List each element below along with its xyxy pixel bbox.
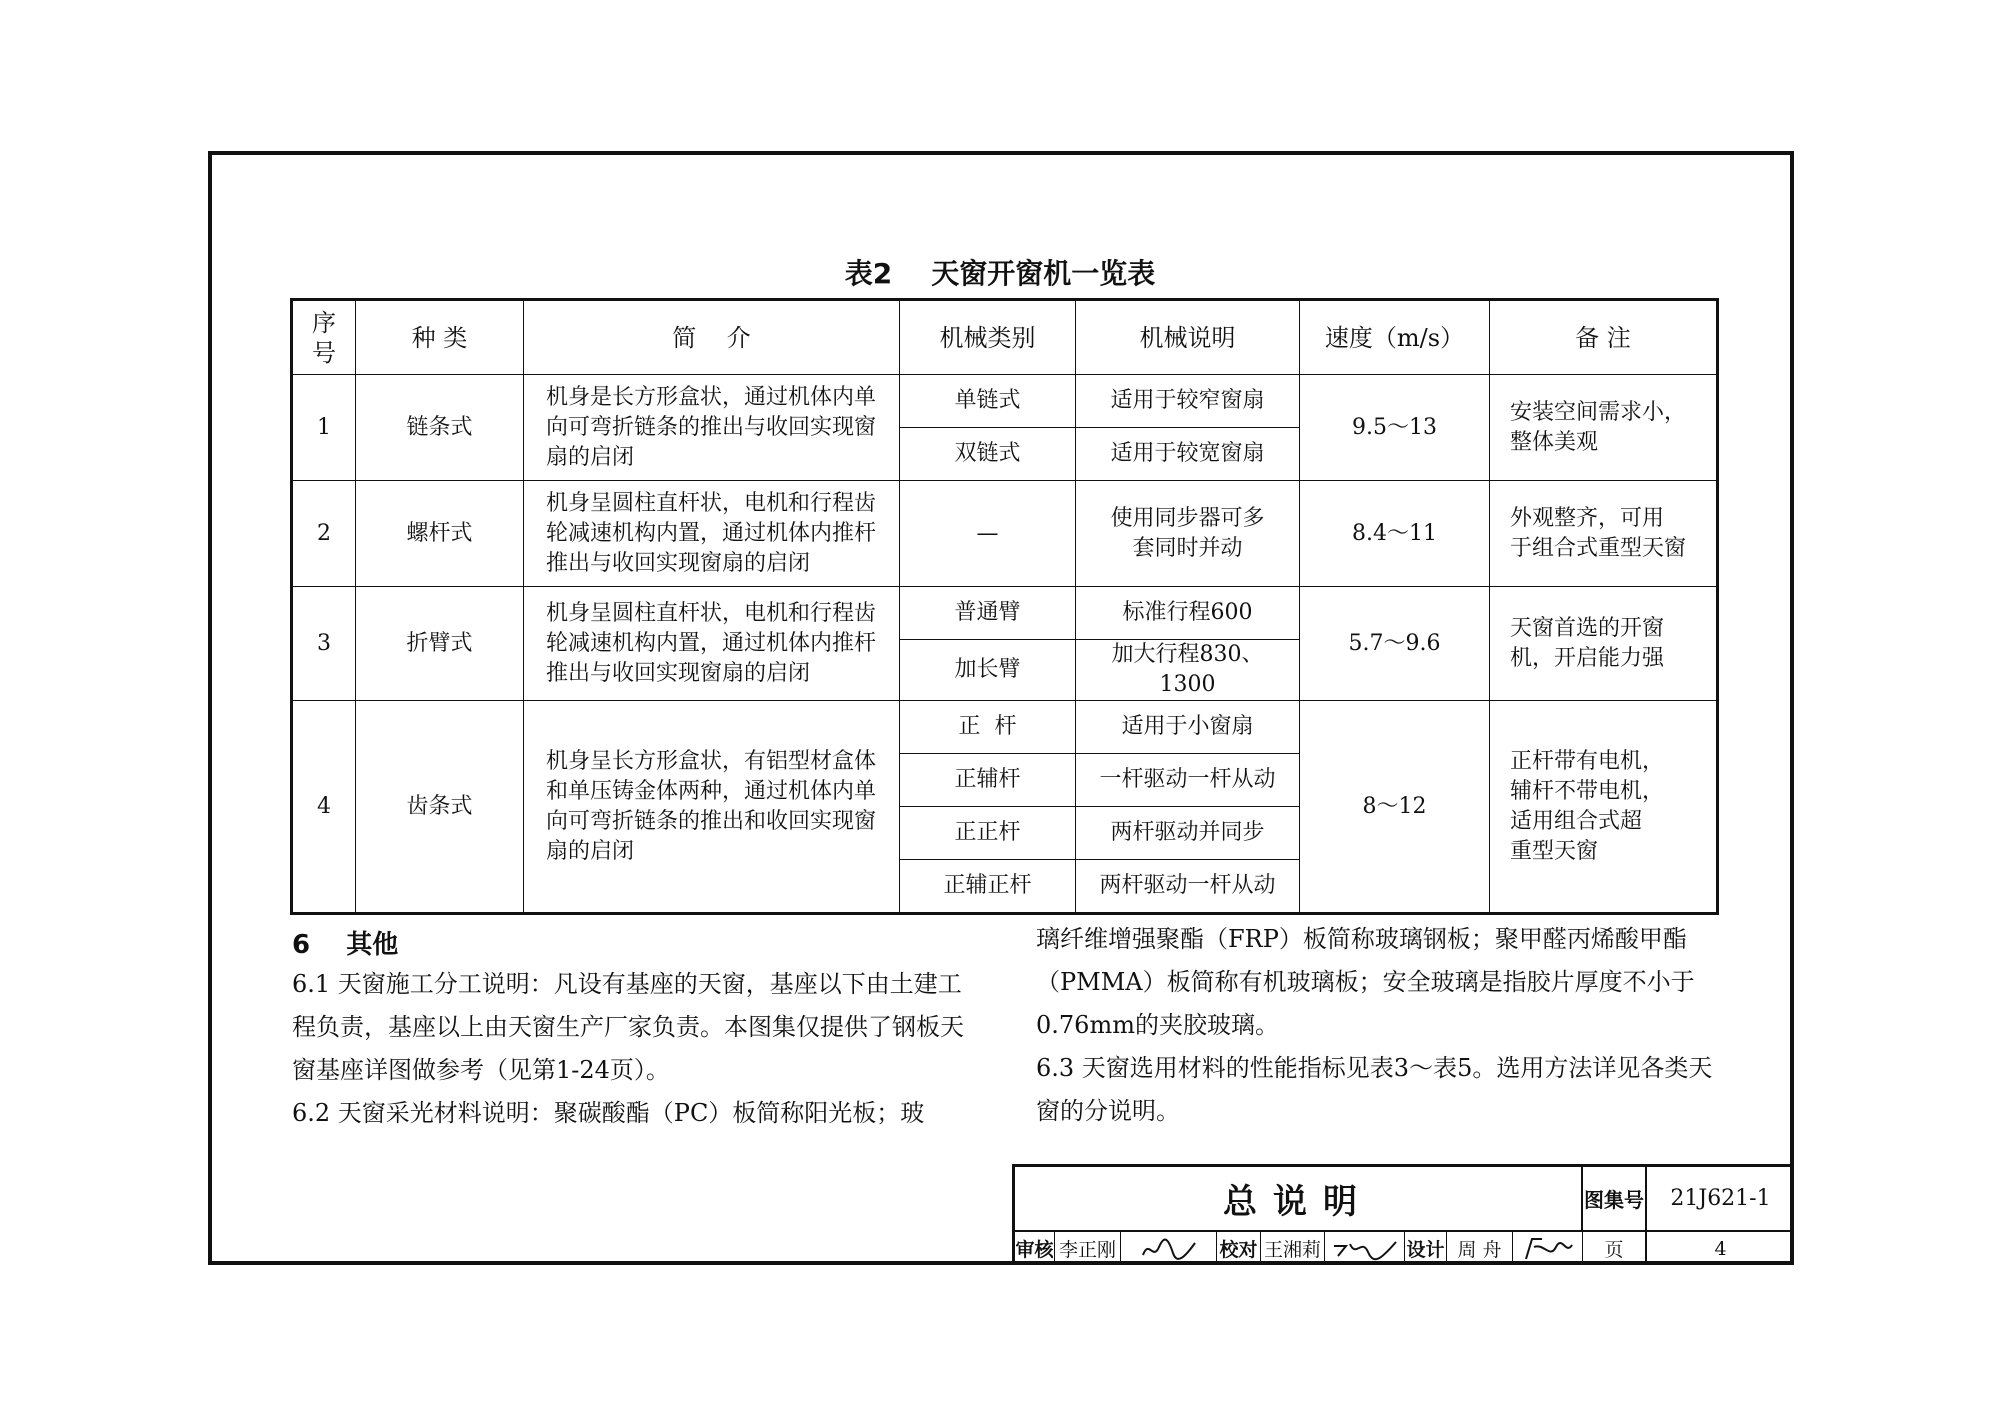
- row-type: 链条式: [356, 375, 524, 481]
- row-speed: 9.5～13: [1300, 375, 1490, 481]
- note-6-2-end: 璃纤维增强聚酯（FRP）板简称玻璃钢板；聚甲醛丙烯酸甲酯（PMMA）板简称有机玻璃板；安全玻璃是指胶片厚度不小于0.76mm的夹胶玻璃。: [1036, 925, 1695, 1039]
- table-row: [292, 701, 1718, 754]
- notes-right-column: [1036, 918, 1726, 1133]
- header-desc: 简 介: [524, 300, 900, 375]
- row-explain: 加大行程830、1300: [1076, 640, 1300, 701]
- title-block: [1012, 1164, 1794, 1265]
- header-type: 种 类: [356, 300, 524, 375]
- row-explain: 标准行程600: [1076, 587, 1300, 640]
- check-signature: [1325, 1232, 1405, 1265]
- row-explain: 两杆驱动一杆从动: [1076, 860, 1300, 914]
- row-speed: 8.4～11: [1300, 481, 1490, 587]
- table-header-row: [292, 300, 1718, 375]
- row-category: —: [900, 481, 1076, 587]
- table-row: [292, 481, 1718, 587]
- note-6-3: 6.3 天窗选用材料的性能指标见表3～表5。选用方法详见各类天窗的分说明。: [1036, 1054, 1713, 1125]
- header-no: 序号: [292, 300, 356, 375]
- row-category: 加长臂: [900, 640, 1076, 701]
- design-signature: [1513, 1232, 1583, 1265]
- check-name: 王湘莉: [1261, 1232, 1325, 1265]
- table-row: [292, 587, 1718, 640]
- header-speed: 速度（m/s）: [1300, 300, 1490, 375]
- review-signature: [1121, 1232, 1217, 1265]
- design-name: 周 舟: [1447, 1232, 1513, 1265]
- row-category: 单链式: [900, 375, 1076, 428]
- row-explain: 适用于小窗扇: [1076, 701, 1300, 754]
- row-category: 正辅正杆: [900, 860, 1076, 914]
- atlas-number: 21J621-1: [1647, 1167, 1794, 1232]
- row-category: 正正杆: [900, 807, 1076, 860]
- row-type: 齿条式: [356, 701, 524, 914]
- row-explain: 适用于较窄窗扇: [1076, 375, 1300, 428]
- note-6-2-start: 6.2 天窗采光材料说明：聚碳酸酯（PC）板简称阳光板；玻: [292, 1099, 925, 1127]
- note-6-1: 6.1 天窗施工分工说明：凡设有基座的天窗，基座以下由土建工程负责，基座以上由天窗生产厂家负责。本图集仅提供了钢板天窗基座详图做参考（见第1-24页）。: [292, 970, 964, 1084]
- row-no: 3: [292, 587, 356, 701]
- row-note: 外观整齐，可用 于组合式重型天窗: [1490, 481, 1718, 587]
- row-no: 4: [292, 701, 356, 914]
- row-note: 正杆带有电机， 辅杆不带电机， 适用组合式超 重型天窗: [1490, 701, 1718, 914]
- page-label: 页: [1583, 1232, 1647, 1265]
- header-explain: 机械说明: [1076, 300, 1300, 375]
- section-heading: 6 其他: [292, 930, 399, 960]
- header-note: 备 注: [1490, 300, 1718, 375]
- review-name: 李正刚: [1055, 1232, 1121, 1265]
- row-category: 普通臂: [900, 587, 1076, 640]
- row-note: 天窗首选的开窗 机，开启能力强: [1490, 587, 1718, 701]
- row-explain: 一杆驱动一杆从动: [1076, 754, 1300, 807]
- page-number: 4: [1714, 1237, 1727, 1260]
- review-label: 审核: [1015, 1232, 1055, 1265]
- row-desc: 机身呈圆柱直杆状，电机和行程齿轮减速机构内置，通过机体内推杆推出与收回实现窗扇的启闭: [524, 481, 900, 587]
- row-explain: 使用同步器可多 套同时并动: [1076, 481, 1300, 587]
- table-row: [292, 375, 1718, 428]
- row-note: 安装空间需求小， 整体美观: [1490, 375, 1718, 481]
- row-desc: 机身呈长方形盒状，有铝型材盒体和单压铸金体两种，通过机体内单向可弯折链条的推出和收回实现窗扇的启闭: [524, 701, 900, 914]
- row-type: 螺杆式: [356, 481, 524, 587]
- row-speed: 5.7～9.6: [1300, 587, 1490, 701]
- row-type: 折臂式: [356, 587, 524, 701]
- row-desc: 机身呈圆柱直杆状，电机和行程齿轮减速机构内置，通过机体内推杆推出与收回实现窗扇的启闭: [524, 587, 900, 701]
- table-title: 表2 天窗开窗机一览表: [844, 257, 1156, 290]
- notes-left-column: [292, 963, 972, 1135]
- atlas-label: 图集号: [1583, 1167, 1647, 1232]
- row-explain: 适用于较宽窗扇: [1076, 428, 1300, 481]
- row-category: 正辅杆: [900, 754, 1076, 807]
- row-no: 2: [292, 481, 356, 587]
- header-category: 机械类别: [900, 300, 1076, 375]
- opener-table: [290, 298, 1719, 915]
- check-label: 校对: [1217, 1232, 1261, 1265]
- design-label: 设计: [1405, 1232, 1447, 1265]
- row-no: 1: [292, 375, 356, 481]
- row-desc: 机身是长方形盒状，通过机体内单向可弯折链条的推出与收回实现窗扇的启闭: [524, 375, 900, 481]
- row-category: 正 杆: [900, 701, 1076, 754]
- drawing-title: 总说明: [1015, 1167, 1583, 1232]
- row-category: 双链式: [900, 428, 1076, 481]
- row-speed: 8～12: [1300, 701, 1490, 914]
- row-explain: 两杆驱动并同步: [1076, 807, 1300, 860]
